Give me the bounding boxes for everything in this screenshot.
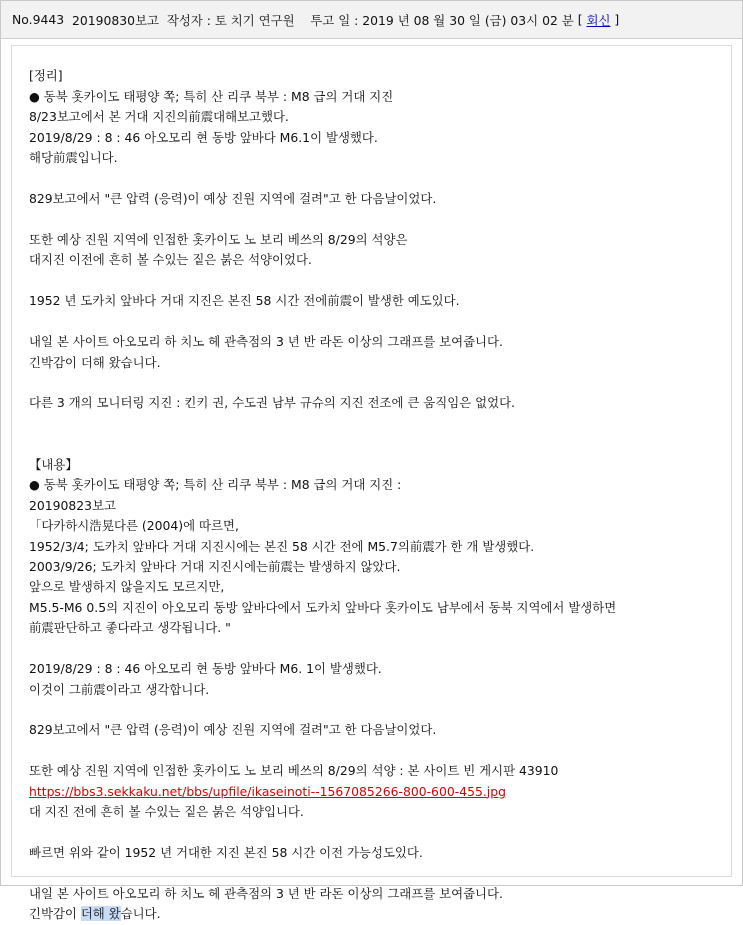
post-header	[1, 1, 742, 39]
post-date: 투고 일 : 2019 년 08 월 30 일 (금) 03시 02 분	[310, 12, 574, 28]
summary-heading: [정리]	[29, 68, 63, 84]
post-number: No.9443	[12, 12, 65, 27]
detail-line: 이것이 그前震이라고 생각합니다.	[29, 681, 210, 697]
detail-line: M5.5-M6 0.5의 지진이 아오모리 동방 앞바다에서 도카치 앞바다 홋카이도 남부에서 동북 지역에서 발생하면	[29, 599, 617, 615]
summary-line: 또한 예상 진원 지역에 인접한 홋카이도 노 보리 베쓰의 8/29의 석양은	[29, 231, 408, 247]
reply-bracket-open: [	[577, 12, 583, 27]
report-id: 20190830보고	[72, 12, 160, 28]
summary-line: 대지진 이전에 흔히 볼 수있는 짙은 붉은 석양이었다.	[29, 252, 312, 268]
detail-line: 앞으로 발생하지 않을지도 모르지만,	[29, 579, 225, 595]
post-content	[29, 46, 725, 922]
detail-line: 2003/9/26; 도카치 앞바다 거대 지진시에는前震는 발생하지 않았다.	[29, 558, 401, 574]
summary-line: 8/23보고에서 본 거대 지진의前震대해보고했다.	[29, 109, 289, 125]
summary-line: 다른 3 개의 모니터링 지진 : 킨키 권, 수도권 남부 규슈의 지진 전조에 큰 움직임은 없었다.	[29, 395, 515, 411]
image-link[interactable]: https://bbs3.sekkaku.net/bbs/upfile/ikaseinoti--1567085266-800-600-455.jpg	[29, 783, 506, 799]
detail-line: 또한 예상 진원 지역에 인접한 홋카이도 노 보리 베쓰의 8/29의 석양 : 본 사이트 빈 게시판 43910	[29, 763, 559, 779]
text-part: 습니다.	[120, 906, 161, 922]
detail-line: 1952/3/4; 도카치 앞바다 거대 지진시에는 본진 58 시간 전에 M5.7의前震가 한 개 발생했다.	[29, 538, 535, 554]
detail-line-last	[29, 904, 725, 924]
detail-line: ● 동북 홋카이도 태평양 쪽; 특히 산 리쿠 북부 : M8 급의 거대 지진 :	[29, 477, 402, 493]
detail-heading: 【내용】	[29, 456, 78, 472]
text-part: 긴박감이	[29, 906, 81, 922]
detail-line: 20190823보고	[29, 497, 117, 513]
selected-text: 더해 왔	[80, 906, 121, 922]
post-body	[11, 45, 732, 922]
summary-line: 1952 년 도카치 앞바다 거대 지진은 본진 58 시간 전에前震이 발생한 예도있다.	[29, 293, 460, 309]
detail-line: 대 지진 전에 흔히 볼 수있는 짙은 붉은 석양입니다.	[29, 804, 304, 820]
summary-line: 2019/8/29 : 8 : 46 아오모리 현 동방 앞바다 M6.1이 발생했다.	[29, 129, 378, 145]
detail-line: 「다카하시浩晃다른 (2004)에 따르면,	[29, 518, 239, 534]
summary-line: 829보고에서 "큰 압력 (응력)이 예상 진원 지역에 걸려"고 한 다음날이었다.	[29, 191, 437, 207]
detail-line: 前震판단하고 좋다라고 생각됩니다. "	[29, 620, 231, 636]
reply-link[interactable]: 회신	[586, 12, 611, 28]
detail-line: 빠르면 위와 같이 1952 년 거대한 지진 본진 58 시간 이전 가능성도있다.	[29, 845, 423, 861]
author: 작성자 : 토 치기 연구원	[166, 12, 295, 28]
summary-line: 내일 본 사이트 아오모리 하 치노 헤 관측점의 3 년 반 라돈 이상의 그래프를 보여줍니다.	[29, 334, 503, 350]
summary-line: 긴박감이 더해 왔습니다.	[29, 354, 161, 370]
summary-line: 해당前震입니다.	[29, 150, 118, 166]
reply-bracket-close: ]	[614, 12, 620, 27]
detail-line: 829보고에서 "큰 압력 (응력)이 예상 진원 지역에 걸려"고 한 다음날이었다.	[29, 722, 437, 738]
summary-line: ● 동북 홋카이도 태평양 쪽; 특히 산 리쿠 북부 : M8 급의 거대 지진	[29, 88, 394, 104]
detail-line: 내일 본 사이트 아오모리 하 치노 헤 관측점의 3 년 반 라돈 이상의 그래프를 보여줍니다.	[29, 885, 503, 901]
detail-line: 2019/8/29 : 8 : 46 아오모리 현 동방 앞바다 M6. 1이 발생했다.	[29, 661, 382, 677]
